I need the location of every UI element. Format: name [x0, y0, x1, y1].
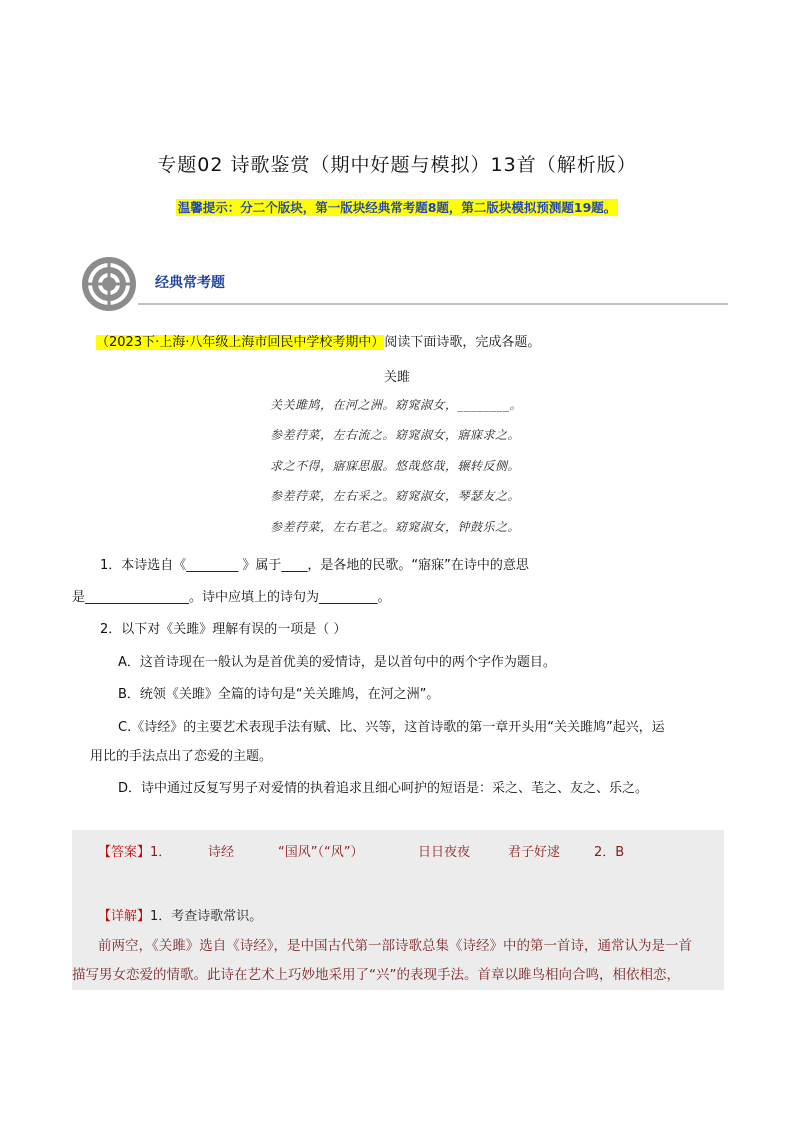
question-2: 2．以下对《关雎》理解有误的一项是（ ）: [100, 622, 347, 637]
option-a: A．这首诗现在一般认为是首优美的爱情诗，是以首句中的两个字作为题目。: [118, 655, 556, 670]
page-title: [0, 150, 794, 177]
answer-item: 君子好逑: [508, 845, 561, 860]
option-d: D．诗中通过反复写男子对爱情的执着追求且细心呵护的短语是：采之、芼之、友之、乐之。: [118, 781, 649, 796]
question-source: （2023下·上海·八年级上海市回民中学校考期中）: [96, 335, 385, 350]
answer-label: 【答案】: [98, 845, 151, 860]
explanation-paragraph: 描写男女恋爱的情歌。此诗在艺术上巧妙地采用了“兴”的表现手法。首章以雎鸟相向合鸣，相依相恋，: [72, 967, 680, 983]
target-icon: [80, 255, 138, 313]
answer-item: 日日夜夜: [418, 845, 471, 860]
explanation-label: 【详解】: [98, 909, 151, 924]
answer-item: 1．: [150, 845, 172, 860]
poem-line: 关关雎鸠，在河之洲。窈窕淑女，________。: [270, 398, 523, 412]
poem-line: 参差荇菜，左右流之。窈窕淑女，寤寐求之。: [270, 428, 521, 443]
answer-item: 诗经: [208, 845, 235, 860]
answer-item: “国风”（“风”）: [278, 845, 364, 860]
title-suffix: （解析版）: [536, 154, 637, 176]
poem: [270, 396, 570, 548]
answer-line: [98, 841, 624, 860]
title-main: 专题02 诗歌鉴赏（期中好题与模拟）13首: [157, 154, 537, 176]
section-divider: [138, 303, 728, 305]
tip-banner: [0, 197, 794, 216]
explanation-heading: [98, 905, 262, 924]
explanation-paragraph: 前两空，《关雎》选自《诗经》，是中国古代第一部诗歌总集《诗经》中的第一首诗，通常认为是一首: [98, 938, 692, 954]
question-1-line-2: 是________________。诗中应填上的诗句为_________。: [72, 590, 391, 605]
option-c: C.《诗经》的主要艺术表现手法有赋、比、兴等，这首诗歌的第一章开头用“关关雎鸠”起兴，运: [118, 720, 665, 735]
poem-line: 参差荇菜，左右采之。窈窕淑女，琴瑟友之。: [270, 489, 521, 504]
poem-line: 参差荇菜，左右芼之。窈窕淑女，钟鼓乐之。: [270, 519, 521, 534]
section-label: 经典常考题: [155, 275, 225, 291]
question-1-line-1: 1．本诗选自《________ 》属于____，是各地的民歌。“寤寐”在诗中的意思: [100, 558, 529, 573]
option-c-continued: 用比的手法点出了恋爱的主题。: [90, 749, 273, 764]
option-b: B．统领《关雎》全篇的诗句是“关关雎鸠，在河之洲”。: [118, 687, 440, 702]
question-source-line: [96, 331, 540, 350]
poem-line: 求之不得，寤寐思服。悠哉悠哉，辗转反侧。: [270, 458, 521, 473]
section-header: [80, 255, 730, 315]
poem-title: 关雎: [383, 370, 410, 385]
tip-text: 温馨提示：分二个版块，第一版块经典常考题8题，第二版块模拟预测题19题。: [177, 200, 617, 215]
question-instruction: 阅读下面诗歌，完成各题。: [384, 335, 541, 350]
explanation-heading-text: 1．考查诗歌常识。: [150, 909, 263, 924]
answer-item: 2．B: [594, 845, 625, 860]
